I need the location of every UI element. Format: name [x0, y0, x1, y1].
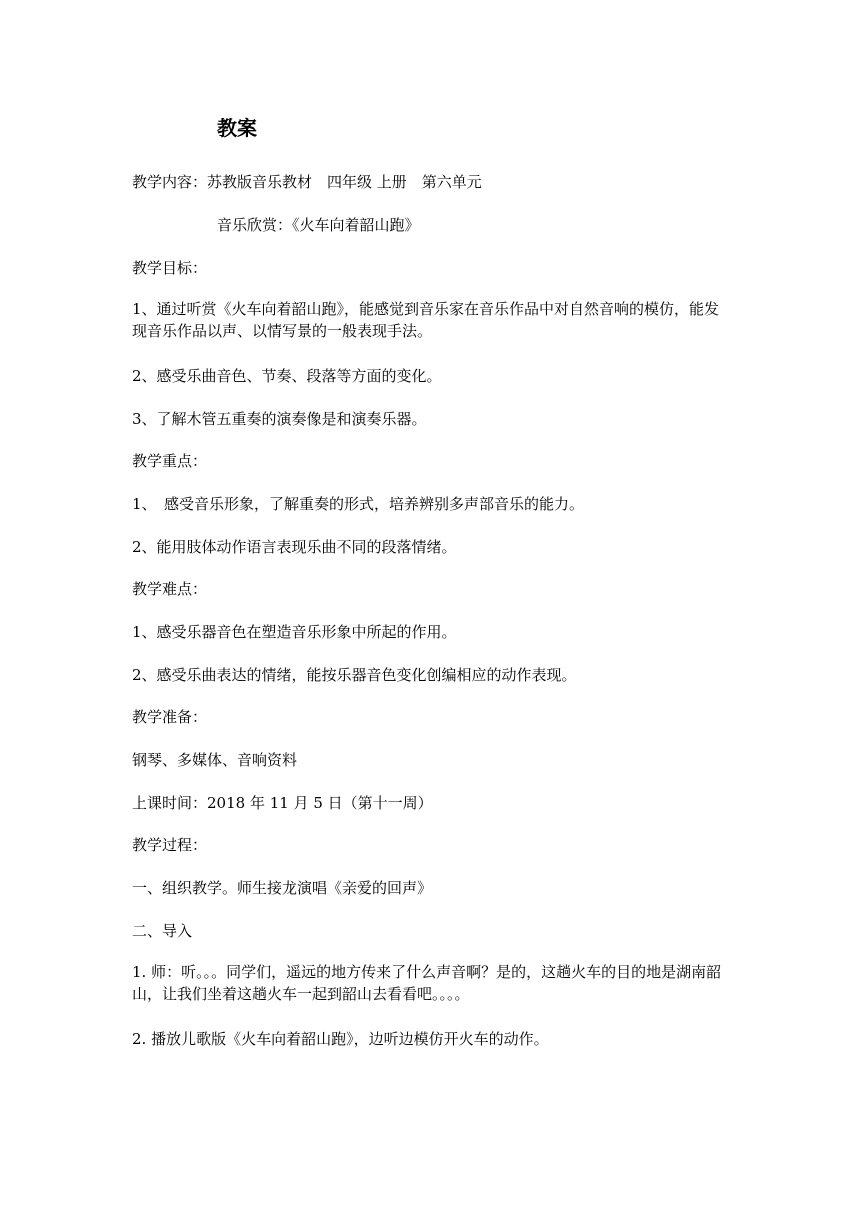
goal-item-3: 3、了解木管五重奏的演奏像是和演奏乐器。: [132, 410, 427, 428]
goals-heading: 教学目标：: [132, 259, 208, 277]
preparation-items: 钢琴、多媒体、音响资料: [132, 751, 298, 769]
goal-item-1: 1、通过听赏《火车向着韶山跑》，能感觉到音乐家在音乐作品中对自然音响的模仿，能发现音乐作品以声、以情写景的一般表现手法。: [132, 300, 720, 340]
process-step-2-2: 2. 播放儿歌版《火车向着韶山跑》，边听边模仿开火车的动作。: [132, 1030, 549, 1048]
page-title: 教案: [217, 116, 257, 140]
difficulty-1: 1、感受乐器音色在塑造音乐形象中所起的作用。: [132, 623, 457, 641]
goal-item-2: 2、感受乐曲音色、节奏、段落等方面的变化。: [132, 367, 442, 385]
difficulty-2: 2、感受乐曲表达的情绪，能按乐器音色变化创编相应的动作表现。: [132, 666, 577, 684]
process-step-2: 二、导入: [132, 922, 193, 940]
key-points-heading: 教学重点：: [132, 452, 208, 470]
music-appreciation: 音乐欣赏：《火车向着韶山跑》: [217, 216, 420, 234]
process-heading: 教学过程：: [132, 836, 208, 854]
key-point-1: 1、 感受音乐形象，了解重奏的形式，培养辨别多声部音乐的能力。: [132, 495, 585, 513]
teaching-content: 教学内容：苏教版音乐教材 四年级 上册 第六单元: [132, 173, 482, 191]
difficulties-heading: 教学难点：: [132, 580, 208, 598]
key-point-2: 2、能用肢体动作语言表现乐曲不同的段落情绪。: [132, 538, 457, 556]
preparation-heading: 教学准备：: [132, 708, 208, 726]
process-step-1: 一、组织教学。师生接龙演唱《亲爱的回声》: [132, 879, 433, 897]
class-time: 上课时间：2018 年 11 月 5 日（第十一周）: [132, 794, 433, 812]
process-step-2-1: 1. 师：听。。。同学们，遥远的地方传来了什么声音啊？是的，这趟火车的目的地是湖南韶山，让我们坐着这趟火车一起到韶山去看看吧。。。。: [132, 963, 722, 1003]
